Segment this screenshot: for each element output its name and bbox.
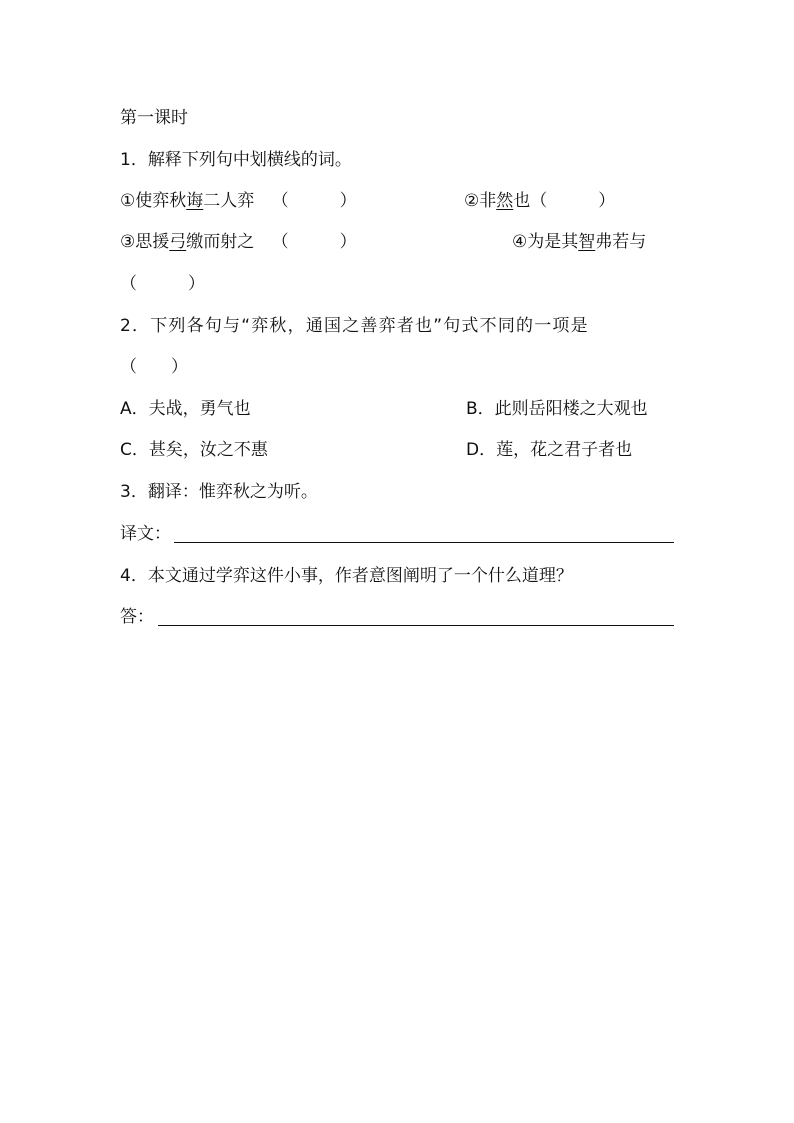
answer-line[interactable] xyxy=(158,625,674,626)
item-1-prefix: ①使弈秋 xyxy=(120,191,187,211)
option-c[interactable]: C．甚矣，汝之不惠 xyxy=(120,440,268,460)
item-2-suffix: 也 xyxy=(513,191,531,211)
question-1-item-2 xyxy=(464,189,615,213)
question-2-answer-blank[interactable]: （ ） xyxy=(120,357,188,377)
option-b[interactable]: B．此则岳阳楼之大观也 xyxy=(466,399,648,419)
item-3-prefix: ③思援 xyxy=(120,232,170,252)
translation-answer-line[interactable] xyxy=(174,542,674,543)
item-4-underlined-word: 智 xyxy=(578,232,596,252)
item-4-prefix: ④为是其 xyxy=(512,232,579,252)
item-2-underlined-word: 然 xyxy=(496,191,514,211)
answer-label: 答： xyxy=(120,607,154,627)
question-4-stem: 4．本文通过学弈这件小事，作者意图阐明了一个什么道理？ xyxy=(120,566,573,586)
item-1-underlined-word: 诲 xyxy=(186,191,204,211)
item-4-answer-blank[interactable]: （ ） xyxy=(120,274,205,294)
item-3-suffix: 缴而射之 xyxy=(186,232,255,252)
question-1-stem: 1．解释下列句中划横线的词。 xyxy=(120,150,352,170)
item-4-suffix: 弗若与 xyxy=(595,232,647,252)
item-1-suffix: 二人弈 xyxy=(203,191,255,211)
question-1-item-4 xyxy=(512,230,646,254)
item-3-underlined-word: 弓 xyxy=(169,232,187,252)
item-2-answer-blank[interactable]: （ ） xyxy=(530,191,616,211)
lesson-title: 第一课时 xyxy=(120,108,188,128)
option-a[interactable]: A．夫战，勇气也 xyxy=(120,399,251,419)
item-1-answer-blank[interactable]: （ ） xyxy=(271,191,357,211)
translation-label: 译文： xyxy=(120,524,171,544)
item-2-prefix: ②非 xyxy=(464,191,497,211)
question-2-stem: 2．下列各句与“弈秋，通国之善弈者也”句式不同的一项是 xyxy=(120,316,589,336)
item-3-answer-blank[interactable]: （ ） xyxy=(271,232,357,252)
question-3-stem: 3．翻译：惟弈秋之为听。 xyxy=(120,482,318,502)
question-1-item-3 xyxy=(120,230,357,254)
question-1-item-1 xyxy=(120,189,357,213)
option-d[interactable]: D．莲，花之君子者也 xyxy=(466,440,633,460)
